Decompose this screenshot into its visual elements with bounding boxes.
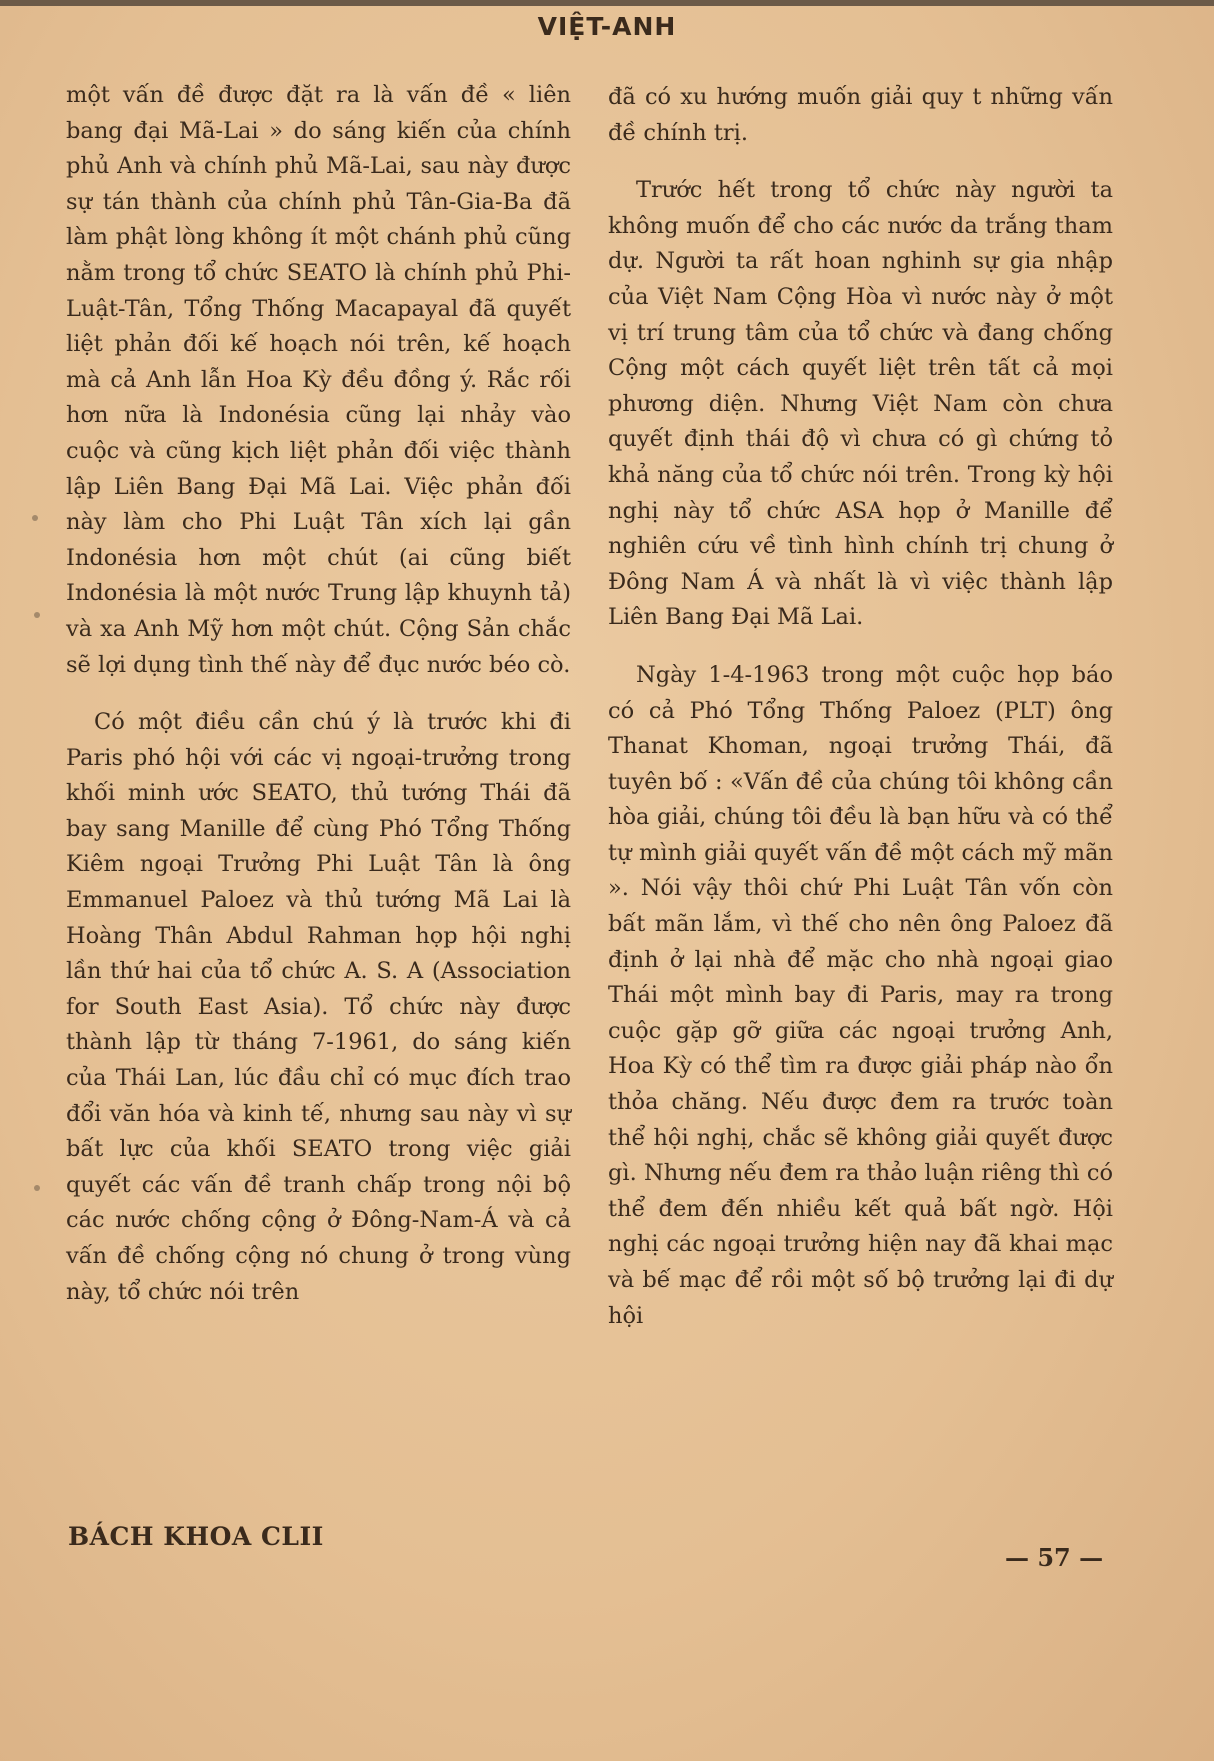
paragraph: Có một điều cần chú ý là trước khi đi Paris phó hội với các vị ngoại-trưởng trong khối minh ước SEATO, thủ tướng Thái đã bay sang Manille để cùng Phó Tổng Thống Kiêm ngoại Trưởng Phi Luật Tân là ông Emmanuel Paloez và thủ tướng Mã Lai là Hoàng Thân Abdul Rahman họp hội nghị lần thứ hai của tổ chức A. S. A (Association for South East Asia). Tổ chức này được thành lập từ tháng 7-1961, do sáng kiến của Thái Lan, lúc đầu chỉ có mục đích trao đổi văn hóa và kinh tế, nhưng sau này vì sự bất lực của khối SEATO trong việc giải quyết các vấn đề tranh chấp trong nội bộ các nước chống cộng ở Đông-Nam-Á và cả vấn đề chống cộng nó chung ở trong vùng này, tổ chức nói trên	[66, 709, 571, 1305]
paper-speck	[32, 515, 38, 521]
right-column	[608, 80, 1113, 1334]
page-number: — 57 —	[1005, 1543, 1104, 1572]
running-header: VIỆT-ANH	[537, 12, 677, 41]
publication-footer: BÁCH KHOA CLII	[68, 1522, 324, 1551]
top-rule	[0, 0, 1214, 6]
paragraph: Ngày 1-4-1963 trong một cuộc họp báo có cả Phó Tổng Thống Paloez (PLT) ông Thanat Khoman, ngoại trưởng Thái, đã tuyên bố : «Vấn đề của chúng tôi không cần hòa giải, chúng tôi đều là bạn hữu và có thể tự mình giải quyết vấn đề một cách mỹ mãn ». Nói vậy thôi chứ Phi Luật Tân vốn còn bất mãn lắm, vì thế cho nên ông Paloez đã định ở lại nhà để mặc cho nhà ngoại giao Thái một mình bay đi Paris, may ra trong cuộc gặp gỡ giữa các ngoại trưởng Anh, Hoa Kỳ có thể tìm ra được giải pháp nào ổn thỏa chăng. Nếu được đem ra trước toàn thể hội nghị, chắc sẽ không giải quyết được gì. Nhưng nếu đem ra thảo luận riêng thì có thể đem đến nhiều kết quả bất ngờ. Hội nghị các ngoại trưởng hiện nay đã khai mạc và bế mạc để rồi một số bộ trưởng lại đi dự hội	[608, 661, 1113, 1329]
paper-speck	[34, 612, 40, 618]
paper-speck	[34, 1185, 40, 1191]
left-column	[66, 78, 571, 1310]
paragraph: Trước hết trong tổ chức này người ta không muốn để cho các nước da trắng tham dự. Người ta rất hoan nghinh sự gia nhập của Việt Nam Cộng Hòa vì nước này ở một vị trí trung tâm của tổ chức và đang chống Cộng một cách quyết liệt trên tất cả mọi phương diện. Nhưng Việt Nam còn chưa quyết định thái độ vì chưa có gì chứng tỏ khả năng của tổ chức nói trên. Trong kỳ hội nghị này tổ chức ASA họp ở Manille để nghiên cứu về tình hình chính trị chung ở Đông Nam Á và nhất là vì việc thành lập Liên Bang Đại Mã Lai.	[608, 177, 1113, 631]
paragraph: một vấn đề được đặt ra là vấn đề « liên bang đại Mã-Lai » do sáng kiến của chính phủ Anh và chính phủ Mã-Lai, sau này được sự tán thành của chính phủ Tân-Gia-Ba đã làm phật lòng không ít một chánh phủ cũng nằm trong tổ chức SEATO là chính phủ Phi-Luật-Tân, Tổng Thống Macapayal đã quyết liệt phản đối kế hoạch nói trên, kế hoạch mà cả Anh lẫn Hoa Kỳ đều đồng ý. Rắc rối hơn nữa là Indonésia cũng lại nhảy vào cuộc và cũng kịch liệt phản đối việc thành lập Liên Bang Đại Mã Lai. Việc phản đối này làm cho Phi Luật Tân xích lại gần Indonésia hơn một chút (ai cũng biết Indonésia là một nước Trung lập khuynh tả) và xa Anh Mỹ hơn một chút. Cộng Sản chắc sẽ lợi dụng tình thế này để đục nước béo cò.	[66, 82, 571, 678]
paragraph: đã có xu hướng muốn giải quy t những vấn đề chính trị.	[608, 84, 1113, 146]
